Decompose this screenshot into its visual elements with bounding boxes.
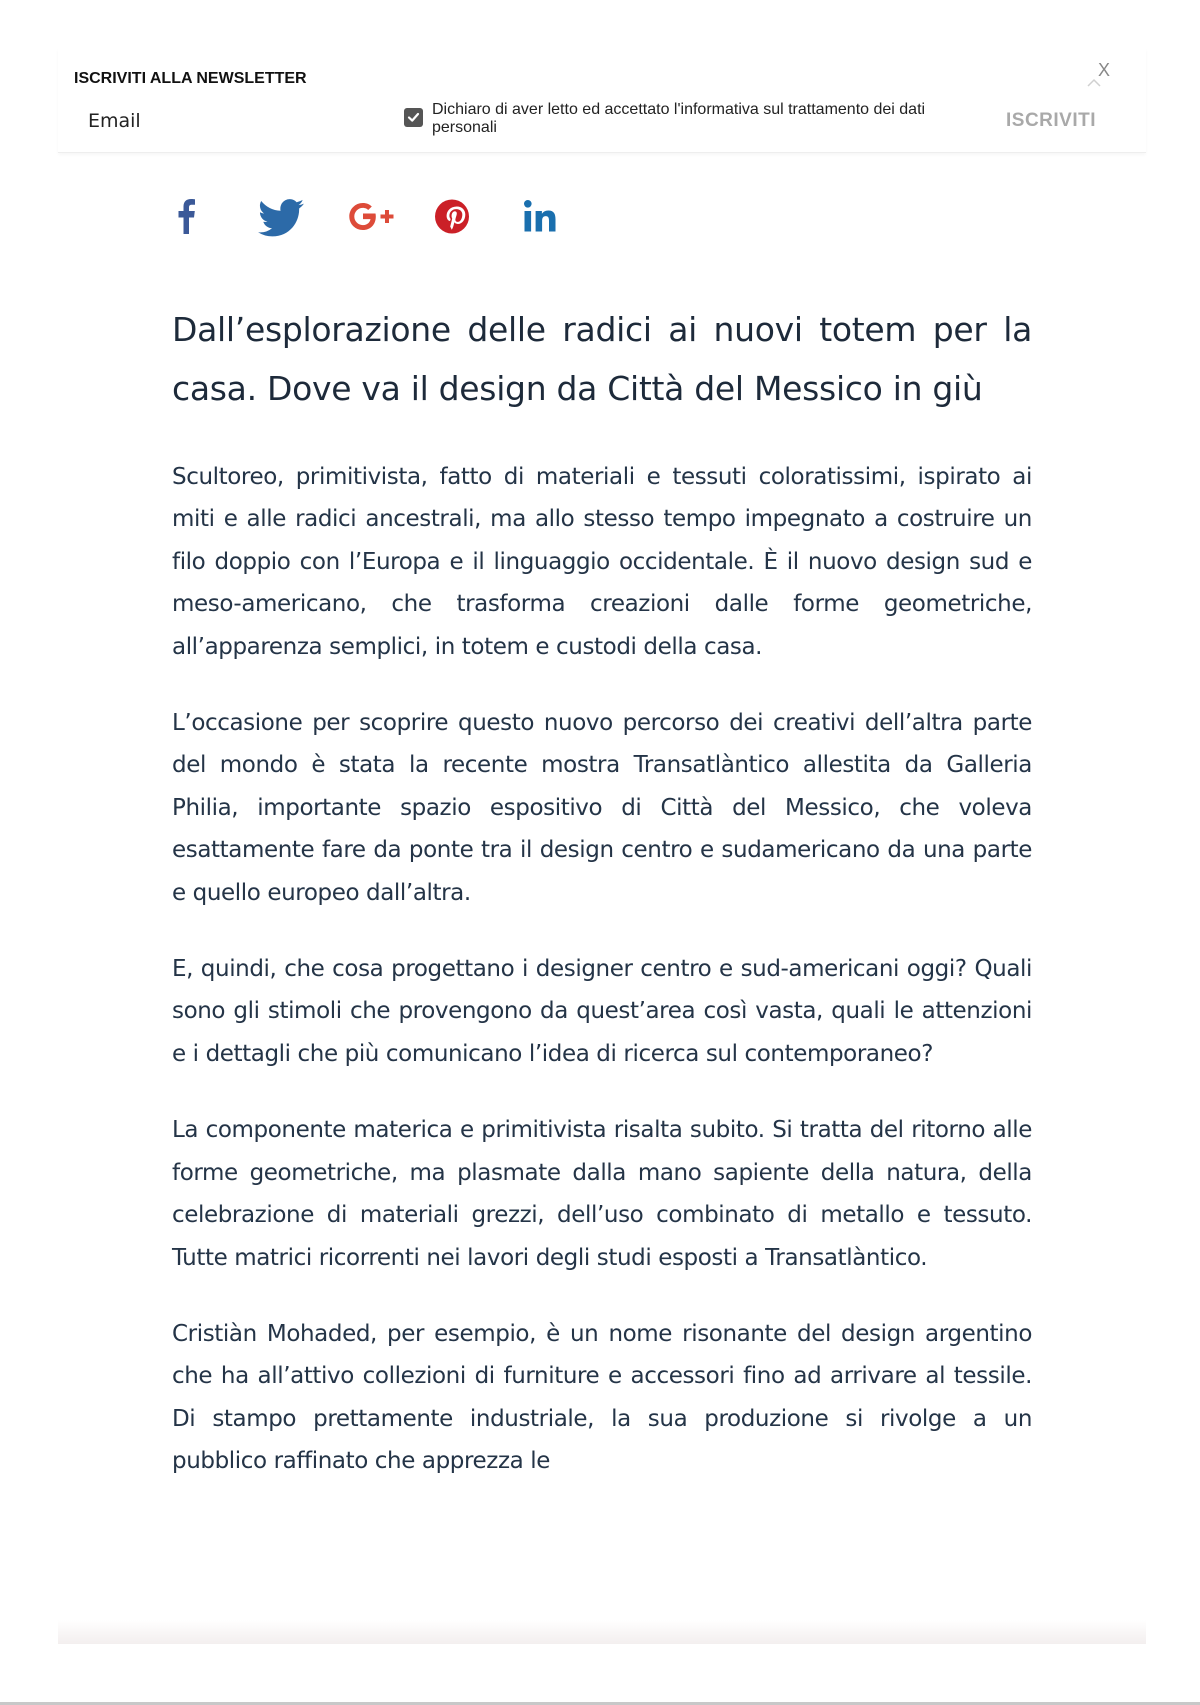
share-pinterest-button[interactable] [432, 192, 482, 242]
subscribe-button[interactable]: ISCRIVITI [1006, 106, 1116, 136]
article-title: Dall’esplorazione delle radici ai nuovi totem per la casa. Dove va il design da Città del Messico in giù [172, 310, 1032, 408]
article [172, 300, 1032, 1517]
article-paragraph: Cristiàn Mohaded, per esempio, è un nome risonante del design argentino che ha all’attivo collezioni di furniture e accessori fino ad arrivare al tessile. Di stampo prettamente industriale, la sua produzione si rivolge a un pubblico raffinato che apprezza le [172, 1320, 1032, 1475]
share-google-plus-button[interactable] [344, 192, 404, 242]
content-fade [58, 1620, 1146, 1644]
article-paragraph: Scultoreo, primitivista, fatto di materiali e tessuti coloratissimi, ispirato ai miti e alle radici ancestrali, ma allo stesso tempo impegnato a costruire un filo doppio con l’Europa e il linguaggio occidentale. È il nuovo design sud e meso-americano, che trasforma creazioni dalle forme geometriche, all’apparenza semplici, in totem e custodi della casa. [172, 464, 1032, 660]
chevron-up-icon [1086, 78, 1102, 88]
article-paragraph: E, quindi, che cosa progettano i designer centro e sud-americani oggi? Quali sono gli stimoli che provengono da quest’area così vasta, quali le attenzioni e i dettagli che più comunicano l’idea di ricerca sul contemporaneo? [172, 956, 1032, 1067]
article-paragraph: La componente materica e primitivista risalta subito. Si tratta del ritorno alle forme geometriche, ma plasmate dalla mano sapiente della natura, della celebrazione di materiali grezzi, dell’uso combinato di metallo e tessuto. Tutte matrici ricorrenti nei lavori degli studi esposti a Transatlàntico. [172, 1117, 1032, 1271]
consent-checkbox[interactable] [404, 108, 423, 127]
consent-row [404, 101, 964, 137]
email-input[interactable] [88, 108, 388, 134]
pinterest-icon [432, 192, 482, 242]
checkmark-icon [407, 111, 420, 124]
consent-text: Dichiaro di aver letto ed accettato l'informativa sul trattamento dei dati personali [432, 101, 926, 136]
newsletter-title: ISCRIVITI ALLA NEWSLETTER [74, 70, 307, 87]
facebook-icon [166, 192, 216, 242]
share-facebook-button[interactable] [166, 192, 216, 242]
article-paragraph: L’occasione per scoprire questo nuovo percorso dei creativi dell’altra parte del mondo è stata la recente mostra Transatlàntico allestita da Galleria Philia, importante spazio espositivo di Città del Messico, che voleva esattamente fare da ponte tra il design centro e sudamericano da una parte e quello europeo dall’altra. [172, 710, 1032, 906]
close-newsletter-button[interactable] [1080, 58, 1116, 94]
share-twitter-button[interactable] [256, 192, 306, 242]
article-body [172, 456, 1032, 1483]
google-plus-icon [344, 192, 404, 242]
close-icon: X [1098, 60, 1111, 80]
linkedin-icon [518, 192, 568, 242]
share-linkedin-button[interactable] [518, 192, 568, 242]
twitter-icon [256, 192, 306, 242]
newsletter-bar [58, 48, 1146, 153]
page-footer-space [0, 1644, 1200, 1705]
